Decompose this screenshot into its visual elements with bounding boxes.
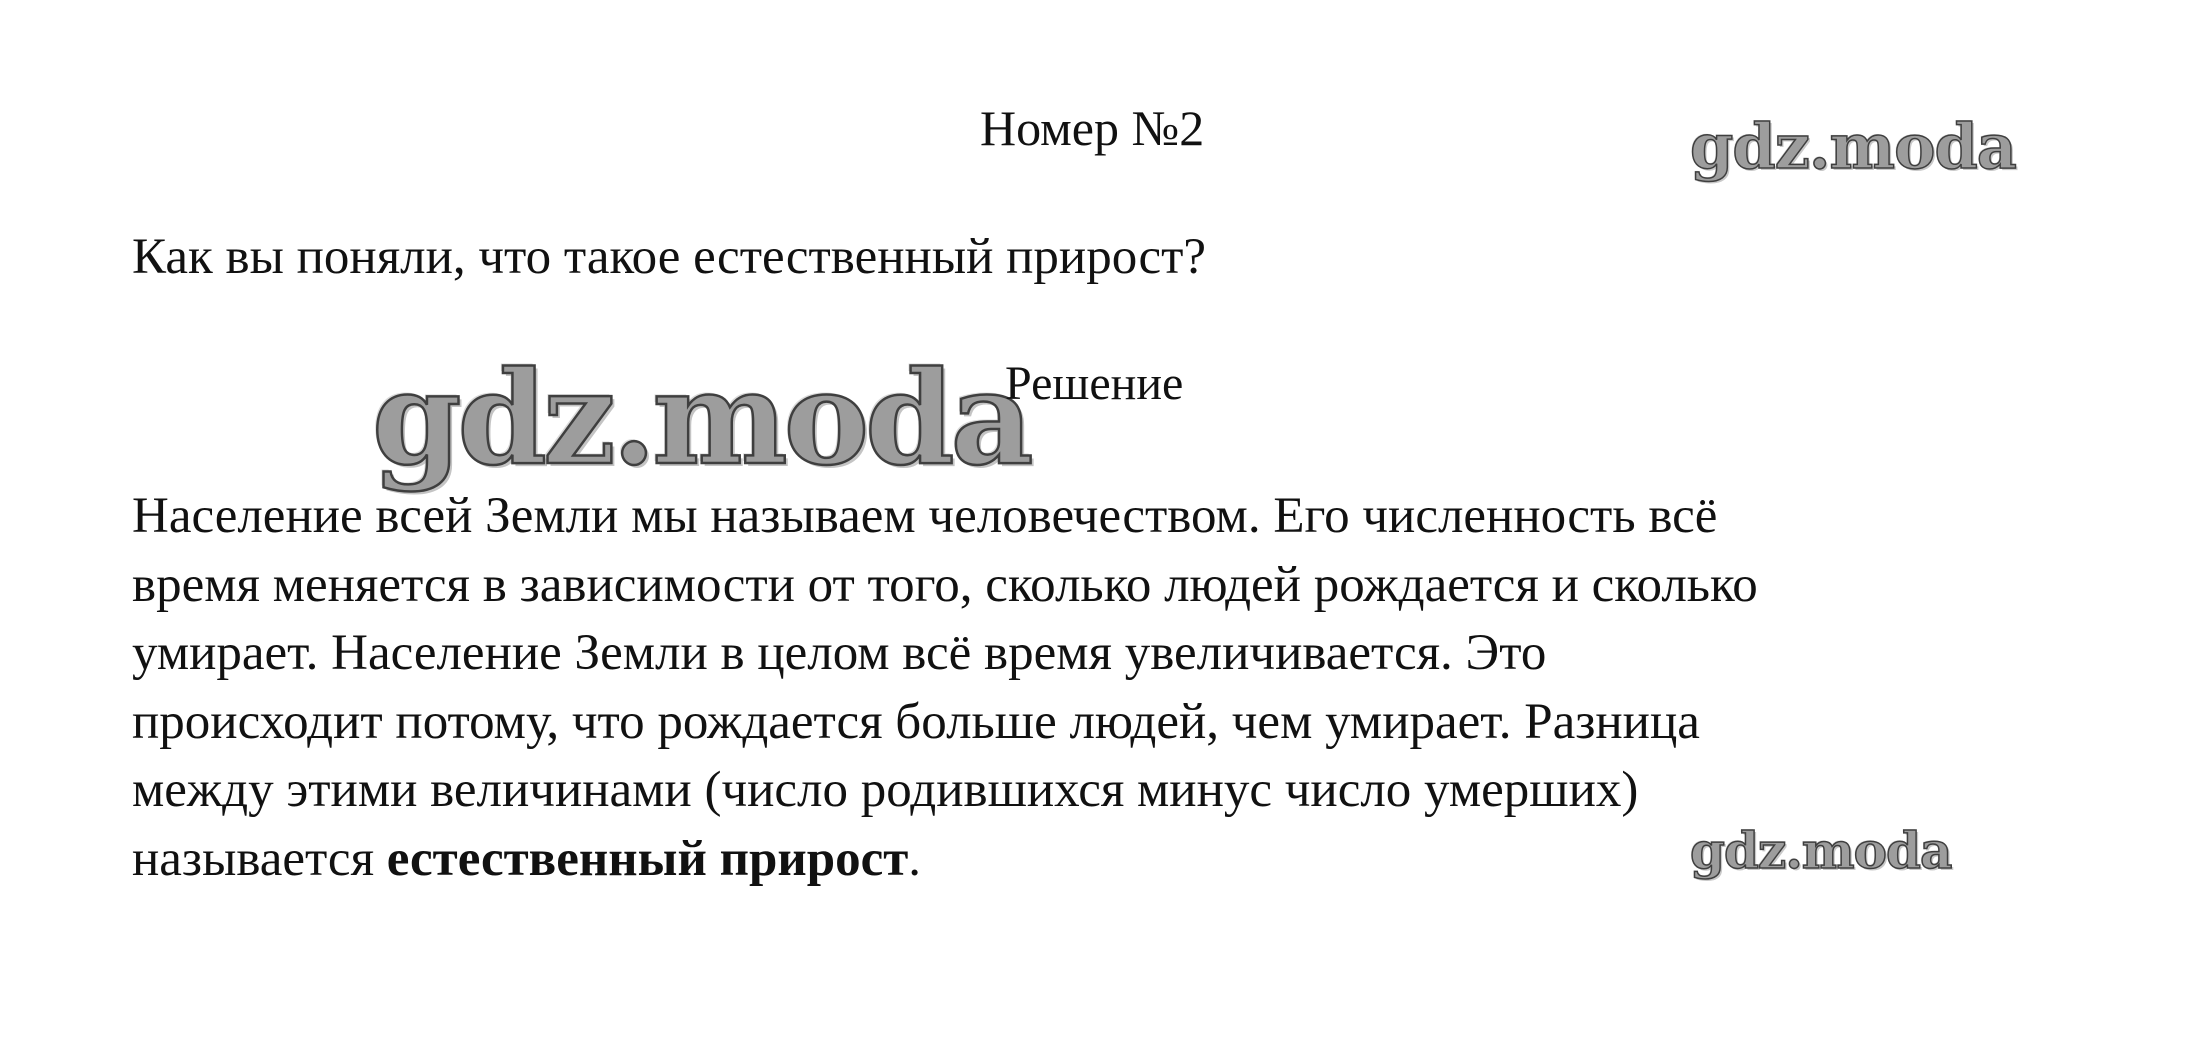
answer-line: между этими величинами (число родившихся минус число умерших): [132, 762, 1639, 818]
watermark-logo-top: gdz.moda: [1690, 110, 2016, 183]
answer-key-term: естественный прирост: [386, 830, 909, 887]
watermark-logo-bottom: gdz.moda: [1690, 821, 1952, 880]
answer-line: происходит потому, что рождается больше людей, чем умирает. Разница: [132, 693, 1700, 750]
answer-last-line-suffix: .: [908, 830, 922, 887]
page-title: Номер №2: [980, 100, 1205, 156]
solution-heading: Решение: [1005, 357, 1184, 410]
answer-line: Население всей Земли мы называем человечеством. Его численность всё: [132, 488, 1718, 544]
watermark-logo-middle: gdz.moda: [372, 344, 1030, 494]
answer-line: время меняется в зависимости от того, сколько людей рождается и сколько: [132, 556, 1758, 613]
answer-line: умирает. Население Земли в целом всё время увеличивается. Это: [132, 625, 1547, 681]
answer-last-line-prefix: называется: [132, 830, 387, 887]
question-text: Как вы поняли, что такое естественный прирост?: [132, 229, 1207, 285]
